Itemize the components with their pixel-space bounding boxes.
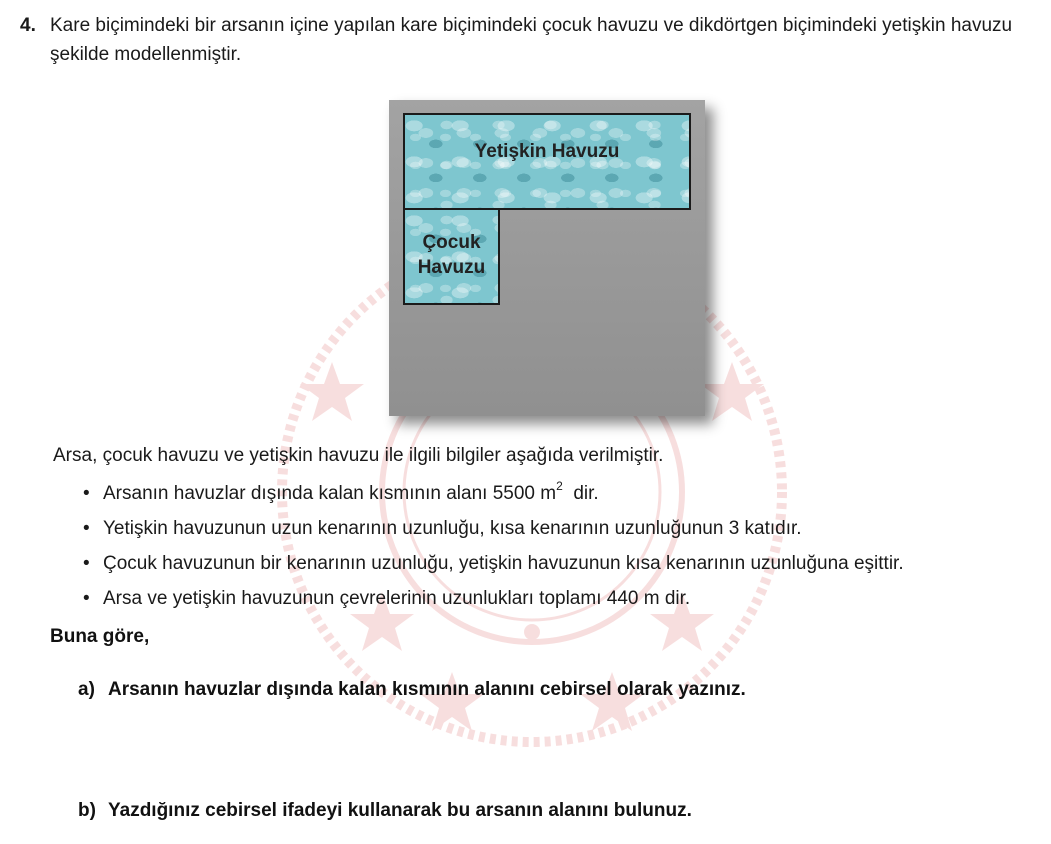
exponent: 2 xyxy=(556,479,563,493)
part-b xyxy=(78,798,692,824)
bullet-text: Arsa ve yetişkin havuzunun çevrelerinin uzunlukları toplamı 440 m dir. xyxy=(103,588,691,609)
child-pool-label xyxy=(405,230,498,280)
part-a-text: Arsanın havuzlar dışında kalan kısmının alanını cebirsel olarak yazınız. xyxy=(108,679,746,700)
bullet-text: Arsanın havuzlar dışında kalan kısmının alanı 5500 m xyxy=(103,483,557,504)
conclusion-text: Buna göre, xyxy=(50,626,150,647)
adult-pool xyxy=(403,113,691,210)
info-list xyxy=(83,481,904,621)
part-b-text: Yazdığınız cebirsel ifadeyi kullanarak bu arsanın alanını bulunuz. xyxy=(108,800,692,821)
part-a xyxy=(78,677,746,703)
bullet-suffix: dir. xyxy=(562,483,599,504)
list-item xyxy=(83,551,904,586)
list-item xyxy=(83,586,904,621)
question-block xyxy=(20,11,1035,69)
part-b-letter: b) xyxy=(78,800,96,821)
bullet-icon: • xyxy=(83,483,90,504)
intro-text: Arsa, çocuk havuzu ve yetişkin havuzu ile ilgili bilgiler aşağıda verilmiştir. xyxy=(53,445,664,466)
child-pool-label-line2: Havuzu xyxy=(417,257,486,278)
bullet-text: Yetişkin havuzunun uzun kenarının uzunluğu, kısa kenarının uzunluğunun 3 katıdır. xyxy=(103,518,802,539)
child-pool xyxy=(403,208,500,305)
adult-pool-label: Yetişkin Havuzu xyxy=(474,141,620,162)
land-figure xyxy=(389,100,705,416)
list-item xyxy=(83,516,904,551)
part-a-letter: a) xyxy=(78,679,95,700)
child-pool-label-line1: Çocuk xyxy=(422,232,481,253)
bullet-icon: • xyxy=(83,518,90,539)
question-text: Kare biçimindeki bir arsanın içine yapılan kare biçimindeki çocuk havuzu ve dikdörtgen biçimindeki yetişkin havuzu şekilde modellenmiştir. xyxy=(50,15,1013,65)
bullet-text: Çocuk havuzunun bir kenarının uzunluğu, yetişkin havuzunun kısa kenarının uzunluğuna eşittir. xyxy=(103,553,904,574)
question-number: 4. xyxy=(20,15,36,36)
bullet-icon: • xyxy=(83,553,90,574)
list-item xyxy=(83,481,904,516)
bullet-icon: • xyxy=(83,588,90,609)
